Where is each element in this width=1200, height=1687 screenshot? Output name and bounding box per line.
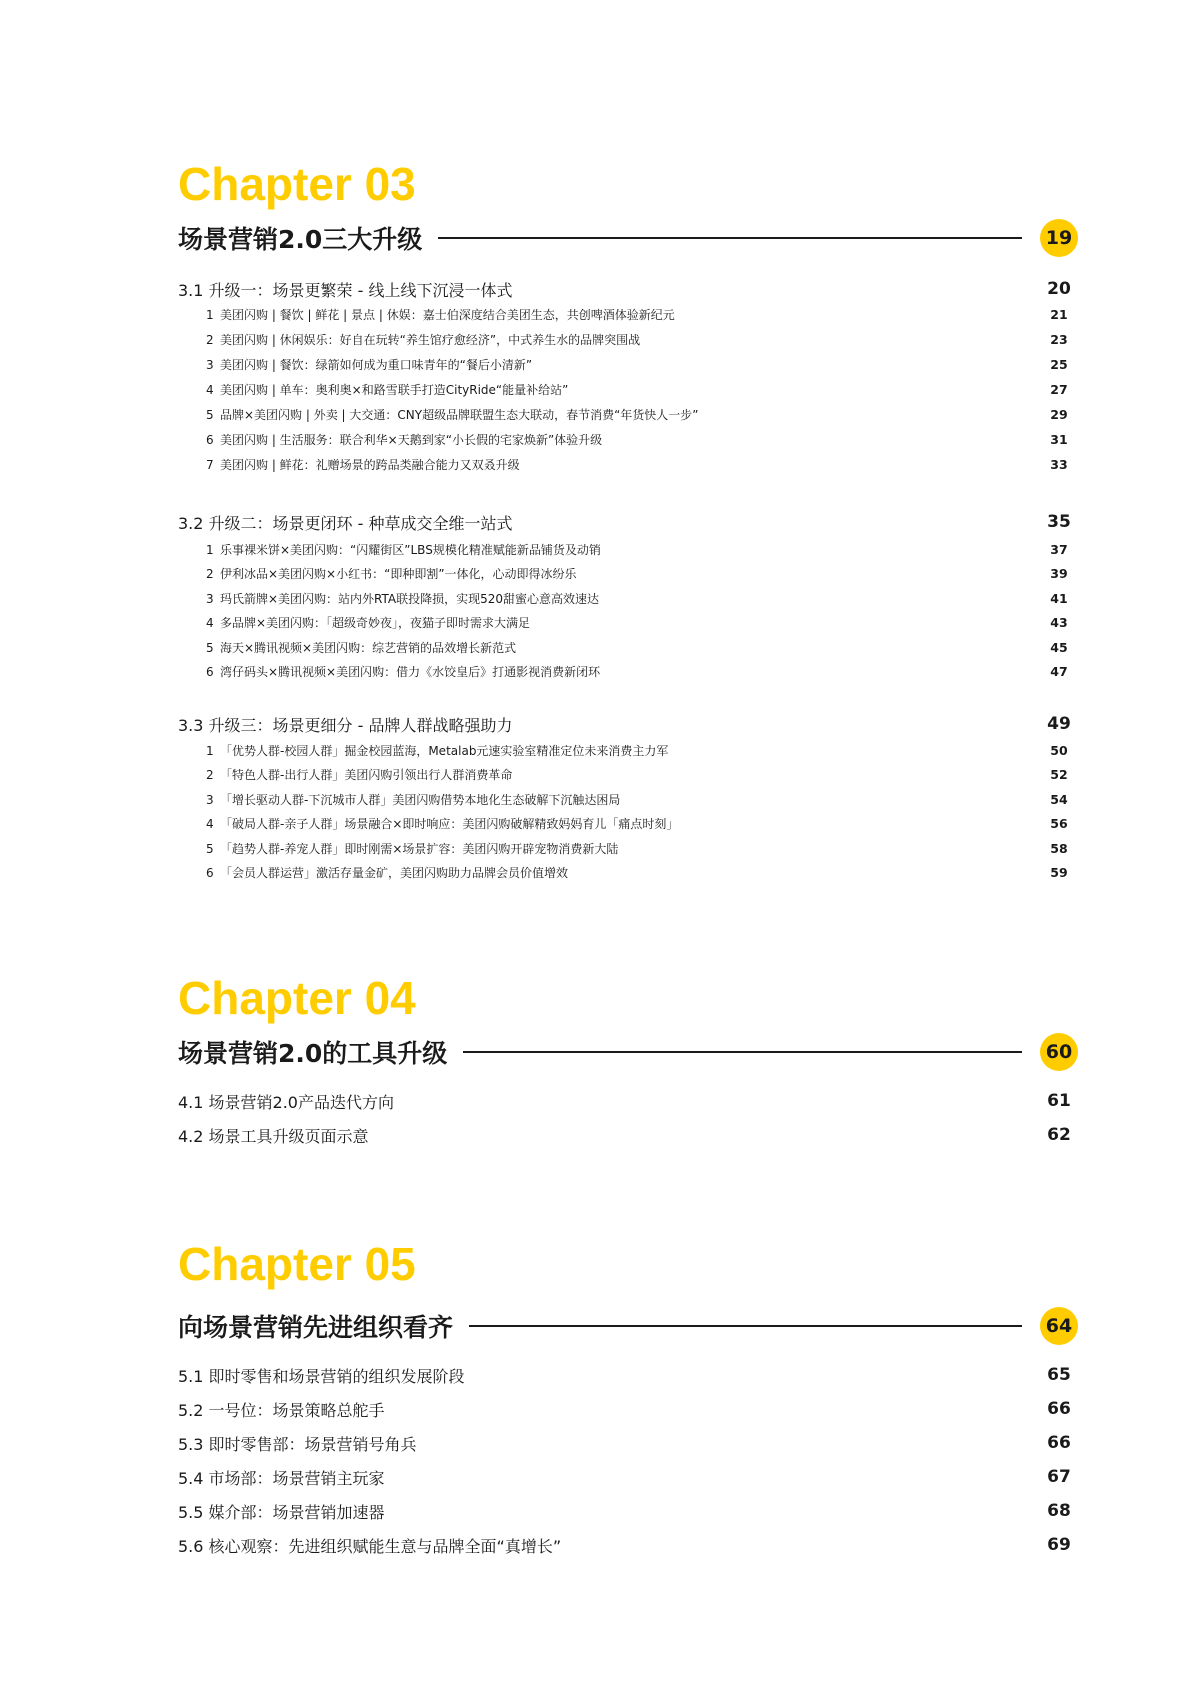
toc-item[interactable] [178,861,1078,886]
toc-item[interactable] [178,537,1078,562]
section-page: 62 [1047,1125,1071,1145]
item-page: 41 [1050,590,1068,606]
item-title: 海天×腾讯视频×美团闪购：综艺营销的品效增长新范式 [220,640,517,655]
chapter-page-badge[interactable]: 64 [1040,1307,1078,1345]
toc-section[interactable] [178,1528,1078,1562]
toc-item[interactable] [178,402,1078,427]
chapter-title[interactable]: 场景营销2.0三大升级 [178,225,423,254]
toc-item[interactable] [178,352,1078,377]
item-number: 1 [206,308,214,322]
item-title: 湾仔码头×腾讯视频×美团闪购：借力《水饺皇后》打通影视消费新闭环 [220,665,601,680]
section-page: 61 [1047,1091,1071,1111]
section-page: 49 [1047,714,1071,734]
section-title: 5.1 即时零售和场景营销的组织发展阶段 [178,1366,465,1386]
item-title: 品牌×美团闪购 | 外卖 | 大交通：CNY超级品牌联盟生态大联动，春节消费“年货快人一步” [220,408,699,422]
section-title: 5.3 即时零售部：场景营销号角兵 [178,1434,417,1454]
toc-item[interactable] [178,302,1078,327]
item-number: 3 [206,792,214,807]
toc-section[interactable] [178,710,1078,738]
item-title: 「趋势人群-养宠人群」即时刚需×场景扩容：美团闪购开辟宠物消费新大陆 [220,841,619,856]
section-page: 66 [1047,1399,1071,1419]
toc-section[interactable] [178,1494,1078,1528]
item-page: 52 [1050,767,1068,783]
section-page: 66 [1047,1433,1071,1453]
toc-section[interactable] [178,276,1078,302]
divider-line [438,237,1022,239]
item-page: 54 [1050,791,1068,807]
item-number: 2 [206,768,214,783]
section-title: 3.3 升级三：场景更细分 - 品牌人群战略强助力 [178,715,513,735]
section-title: 3.2 升级二：场景更闭环 - 种草成交全维一站式 [178,513,513,533]
divider-line [469,1325,1022,1327]
item-title: 美团闪购 | 生活服务：联合利华×天鹅到家“小长假的宅家焕新”体验升级 [220,433,603,447]
toc-section[interactable] [178,1358,1078,1392]
toc-item[interactable] [178,452,1078,477]
item-page: 31 [1050,432,1068,447]
toc-section[interactable] [178,1392,1078,1426]
item-title: 「增长驱动人群-下沉城市人群」美团闪购借势本地化生态破解下沉触达困局 [220,792,621,807]
toc-item[interactable] [178,377,1078,402]
item-page: 50 [1050,742,1068,758]
toc-section[interactable] [178,1460,1078,1494]
item-page: 29 [1050,407,1068,422]
section-title: 4.1 场景营销2.0产品迭代方向 [178,1092,394,1112]
item-number: 6 [206,866,214,881]
toc-item[interactable] [178,660,1078,685]
section-page: 35 [1047,512,1071,532]
item-number: 4 [206,616,214,631]
item-number: 1 [206,743,214,758]
toc-item[interactable] [178,738,1078,763]
item-title: 美团闪购 | 单车：奥利奥×和路雪联手打造CityRide“能量补给站” [220,383,569,397]
section-page: 67 [1047,1467,1071,1487]
divider-line [463,1051,1022,1053]
item-page: 56 [1050,816,1068,832]
item-page: 58 [1050,840,1068,856]
item-page: 25 [1050,357,1068,372]
item-number: 1 [206,542,214,557]
item-number: 3 [206,358,214,372]
item-number: 5 [206,408,214,422]
item-page: 47 [1050,664,1068,680]
toc-item[interactable] [178,427,1078,452]
chapter-page-badge[interactable]: 19 [1040,219,1078,257]
section-title: 4.2 场景工具升级页面示意 [178,1126,369,1146]
section-title: 5.2 一号位：场景策略总舵手 [178,1400,385,1420]
toc-section[interactable] [178,1426,1078,1460]
item-title: 美团闪购 | 餐饮 | 鲜花 | 景点 | 休娱：嘉士伯深度结合美团生态，共创啤酒体验新纪元 [220,308,675,322]
item-number: 6 [206,665,214,680]
section-title: 5.4 市场部：场景营销主玩家 [178,1468,385,1488]
chapter-title[interactable]: 向场景营销先进组织看齐 [178,1313,454,1342]
item-page: 27 [1050,382,1068,397]
chapter-title[interactable]: 场景营销2.0的工具升级 [178,1039,448,1068]
item-title: 「破局人群-亲子人群」场景融合×即时响应：美团闪购破解精致妈妈育儿「痛点时刻」 [220,817,679,832]
item-page: 21 [1050,307,1068,322]
chapter-label: Chapter 05 [178,1238,416,1290]
toc-item[interactable] [178,635,1078,660]
item-title: 「会员人群运营」激活存量金矿，美团闪购助力品牌会员价值增效 [220,866,569,881]
toc-item[interactable] [178,836,1078,861]
chapter-title-row[interactable] [178,1304,1078,1348]
item-title: 乐事裸米饼×美团闪购：“闪耀街区”LBS规模化精准赋能新品铺货及动销 [220,542,601,557]
item-number: 7 [206,458,214,472]
item-page: 45 [1050,639,1068,655]
item-page: 33 [1050,457,1068,472]
item-title: 美团闪购 | 休闲娱乐：好自在玩转“养生馆疗愈经济”，中式养生水的品牌突围战 [220,333,641,347]
item-number: 5 [206,841,214,856]
item-title: 美团闪购 | 餐饮：绿箭如何成为重口味青年的“餐后小清新” [220,358,533,372]
toc-section[interactable] [178,507,1078,537]
item-page: 23 [1050,332,1068,347]
toc-item[interactable] [178,327,1078,352]
item-number: 6 [206,433,214,447]
item-number: 2 [206,567,214,582]
toc-item[interactable] [178,611,1078,636]
toc-item[interactable] [178,812,1078,837]
item-number: 3 [206,591,214,606]
item-title: 多品牌×美团闪购：「超级奇妙夜」，夜猫子即时需求大满足 [220,616,531,631]
chapter-title-row[interactable] [178,1030,1078,1074]
item-title: 伊利冰品×美团闪购×小红书：“即种即割”一体化，心动即得冰纷乐 [220,567,577,582]
chapter-title-row[interactable] [178,216,1078,260]
toc-item[interactable] [178,787,1078,812]
section-page: 20 [1047,279,1071,299]
item-number: 2 [206,333,214,347]
item-title: 「特色人群-出行人群」美团闪购引领出行人群消费革命 [220,768,513,783]
item-page: 43 [1050,615,1068,631]
chapter-03 [178,158,1078,885]
section-page: 65 [1047,1365,1071,1385]
toc-section[interactable] [178,1084,1078,1118]
item-number: 5 [206,640,214,655]
item-page: 37 [1050,541,1068,557]
toc-item[interactable] [178,586,1078,611]
toc-item[interactable] [178,763,1078,788]
item-title: 玛氏箭牌×美团闪购：站内外RTA联投降损，实现520甜蜜心意高效速达 [220,591,600,606]
item-number: 4 [206,817,214,832]
item-page: 59 [1050,865,1068,881]
chapter-04 [178,972,1078,1152]
chapter-label: Chapter 03 [178,158,416,210]
chapter-label: Chapter 04 [178,972,416,1024]
chapter-page-badge[interactable]: 60 [1040,1033,1078,1071]
item-title: 「优势人群-校园人群」掘金校园蓝海，Metalab元速实验室精准定位未来消费主力军 [220,743,669,758]
toc-section[interactable] [178,1118,1078,1152]
section-title: 5.6 核心观察：先进组织赋能生意与品牌全面“真增长” [178,1536,562,1556]
section-page: 69 [1047,1535,1071,1555]
toc-item[interactable] [178,562,1078,587]
item-page: 39 [1050,566,1068,582]
chapter-05 [178,1238,1078,1562]
item-number: 4 [206,383,214,397]
section-title: 5.5 媒介部：场景营销加速器 [178,1502,385,1522]
section-title: 3.1 升级一：场景更繁荣 - 线上线下沉浸一体式 [178,280,513,300]
section-page: 68 [1047,1501,1071,1521]
item-title: 美团闪购 | 鲜花：礼赠场景的跨品类融合能力又双叒升级 [220,458,520,472]
